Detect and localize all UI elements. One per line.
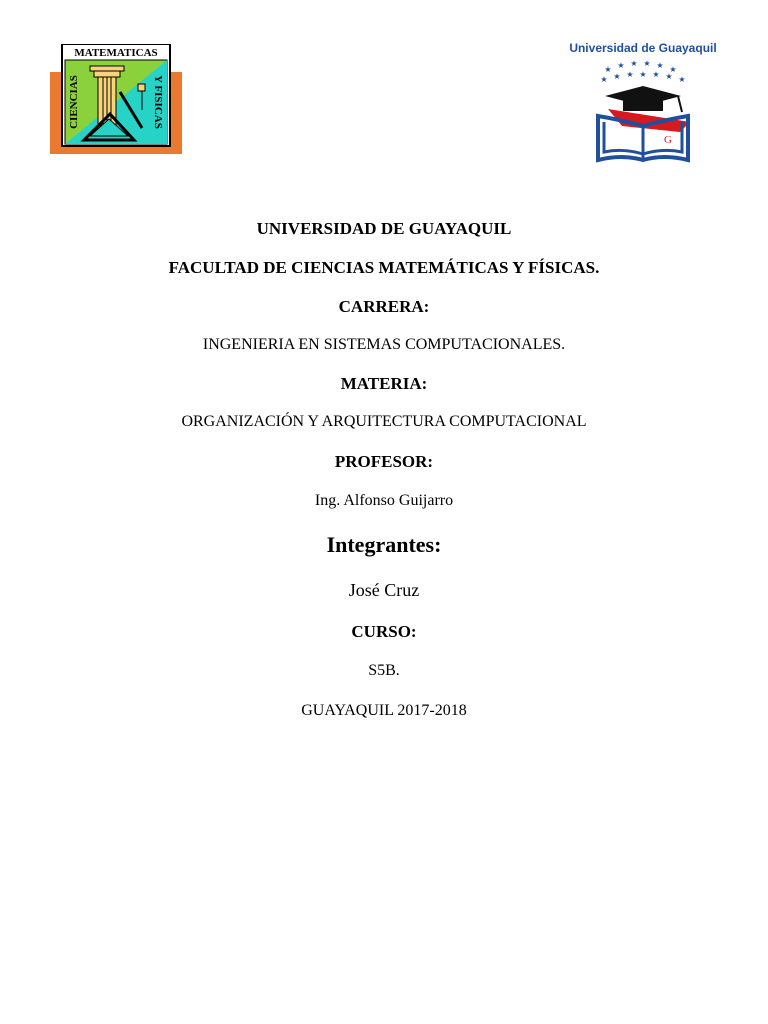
svg-text:★: ★ bbox=[678, 75, 686, 84]
svg-text:★: ★ bbox=[669, 65, 677, 74]
svg-text:★: ★ bbox=[600, 75, 608, 84]
members-label: Integrantes: bbox=[326, 532, 442, 557]
faculty-logo-left-text: CIENCIAS bbox=[68, 75, 80, 129]
svg-text:★: ★ bbox=[652, 70, 660, 79]
university-logo-name: Universidad de Guayaquil bbox=[569, 41, 717, 55]
svg-text:★: ★ bbox=[604, 65, 612, 74]
subject-label: MATERIA: bbox=[340, 374, 428, 393]
faculty-logo-top-text: MATEMATICAS bbox=[74, 47, 158, 59]
svg-text:★: ★ bbox=[617, 61, 625, 70]
svg-text:★: ★ bbox=[630, 59, 638, 68]
career-value: INGENIERIA EN SISTEMAS COMPUTACIONALES. bbox=[202, 336, 566, 353]
faculty-logo bbox=[50, 44, 182, 154]
badge-letter-u: U bbox=[621, 110, 629, 122]
stars-icon bbox=[600, 59, 685, 84]
university-logo bbox=[560, 38, 726, 166]
university-title: UNIVERSIDAD DE GUAYAQUIL bbox=[256, 219, 512, 238]
svg-text:★: ★ bbox=[639, 70, 647, 79]
svg-text:★: ★ bbox=[626, 70, 634, 79]
city-years: GUAYAQUIL 2017-2018 bbox=[301, 702, 467, 719]
faculty-logo-right-text: Y FISICAS bbox=[152, 75, 164, 129]
badge-letter-g: G bbox=[664, 134, 672, 146]
professor-label: PROFESOR: bbox=[334, 452, 434, 471]
member-name: José Cruz bbox=[348, 580, 420, 600]
svg-text:★: ★ bbox=[613, 72, 621, 81]
career-label: CARRERA: bbox=[338, 297, 430, 316]
svg-text:★: ★ bbox=[665, 72, 673, 81]
course-value: S5B. bbox=[368, 662, 400, 679]
svg-text:★: ★ bbox=[656, 61, 664, 70]
svg-text:★: ★ bbox=[643, 59, 651, 68]
course-label: CURSO: bbox=[351, 622, 417, 641]
subject-value: ORGANIZACIÓN Y ARQUITECTURA COMPUTACIONAL bbox=[181, 413, 587, 430]
faculty-title: FACULTAD DE CIENCIAS MATEMÁTICAS Y FÍSICAS. bbox=[168, 258, 600, 277]
professor-value: Ing. Alfonso Guijarro bbox=[314, 492, 454, 509]
